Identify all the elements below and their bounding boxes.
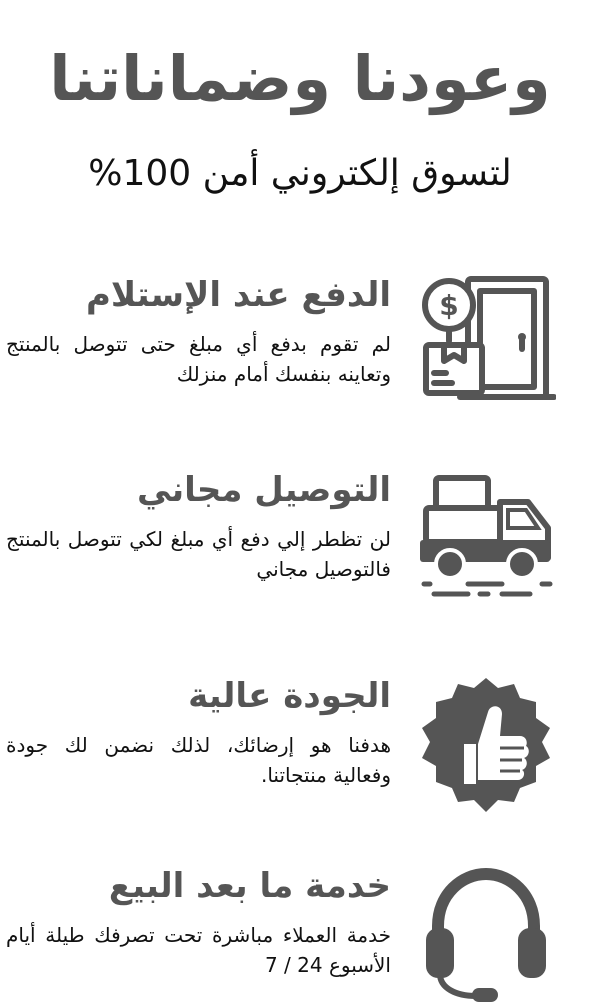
cash-on-delivery-icon [416, 265, 556, 405]
svg-text:$: $ [439, 289, 459, 322]
feature-description: خدمة العملاء مباشرة تحت تصرفك طيلة أيام الأسبوع 24 / 7 [6, 923, 391, 978]
page-title: وعودنا وضماناتنا [49, 42, 551, 115]
feature-free-delivery [0, 460, 600, 600]
feature-text [6, 674, 391, 790]
feature-title: خدمة ما بعد البيع [108, 866, 391, 906]
feature-description: لن تظطر إلي دفع أي مبلغ لكي تتوصل بالمنتج فالتوصيل مجاني [6, 527, 391, 582]
headset-icon [416, 864, 556, 1004]
header [0, 0, 600, 230]
feature-description: هدفنا هو إرضائك، لذلك نضمن لك جودة وفعالية منتجاتنا. [6, 733, 391, 788]
feature-after-sale-service [0, 860, 600, 1000]
feature-high-quality [0, 670, 600, 820]
feature-description: لم تقوم بدفع أي مبلغ حتى تتوصل بالمنتج وتعاينه بنفسك أمام منزلك [6, 332, 391, 387]
feature-title: الدفع عند الإستلام [86, 275, 391, 315]
feature-text [6, 273, 391, 389]
delivery-truck-icon [416, 462, 556, 602]
feature-title: الجودة عالية [188, 676, 391, 716]
page-subtitle: لتسوق إلكتروني أمن 100% [88, 153, 512, 194]
thumbs-up-badge-icon [416, 676, 556, 816]
feature-text [6, 864, 391, 980]
feature-cash-on-delivery [0, 265, 600, 425]
feature-title: التوصيل مجاني [136, 470, 391, 510]
feature-text [6, 468, 391, 584]
